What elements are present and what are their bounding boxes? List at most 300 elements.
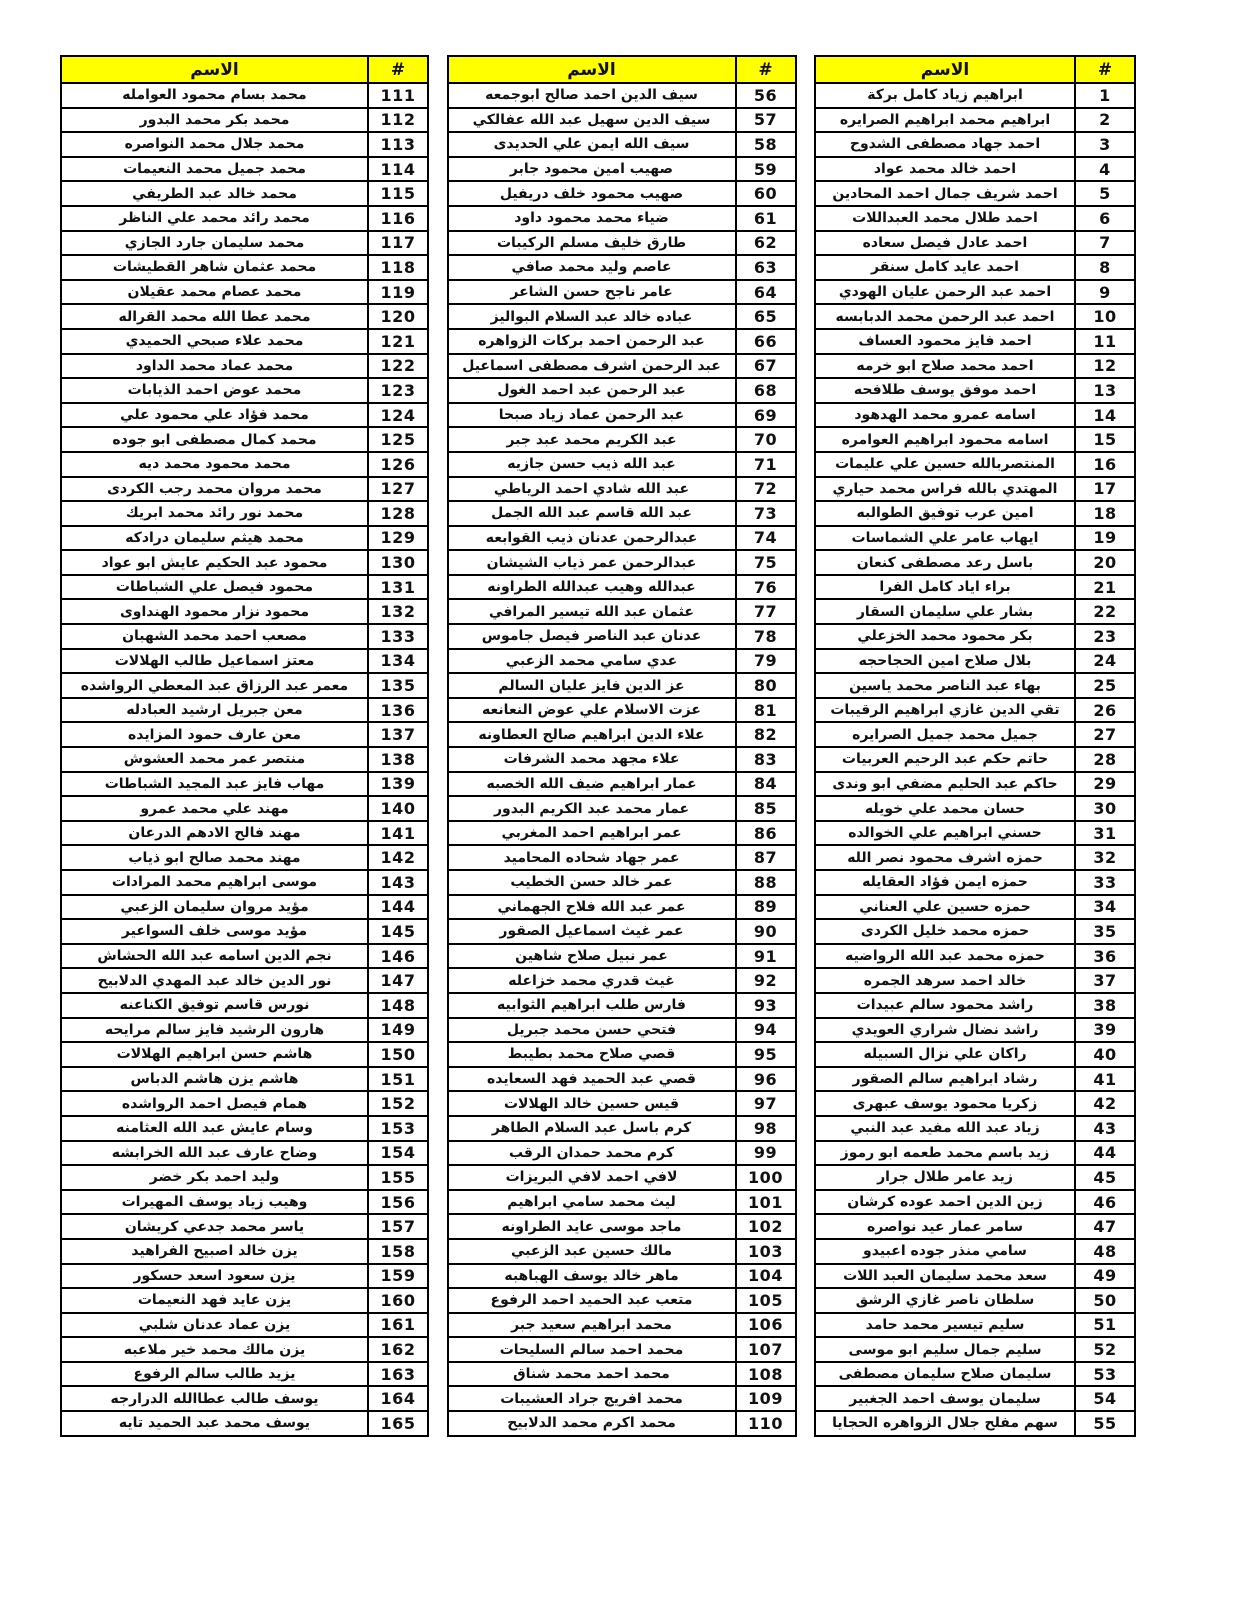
rank-cell: 51 (1075, 1313, 1135, 1338)
table-row (815, 83, 1135, 108)
table-row (815, 108, 1135, 133)
rank-cell: 49 (1075, 1264, 1135, 1289)
table-row (61, 821, 428, 846)
name-cell: عمر عبد الله فلاح الجهماني (448, 895, 736, 920)
rank-cell: 17 (1075, 477, 1135, 502)
name-cell: محمد عطا الله محمد القراله (61, 304, 368, 329)
table-row (448, 1091, 796, 1116)
name-cell: محمد بكر محمد البدور (61, 108, 368, 133)
table-row (448, 526, 796, 551)
table-row (61, 1091, 428, 1116)
rank-cell: 109 (736, 1386, 796, 1411)
name-cell: محمد ابراهيم سعيد جبر (448, 1313, 736, 1338)
name-cell: وهيب زياد يوسف المهيرات (61, 1190, 368, 1215)
table-row (61, 722, 428, 747)
rank-cell: 149 (368, 1018, 428, 1043)
name-cell: زيد باسم محمد طعمه ابو رموز (815, 1141, 1075, 1166)
table-row (448, 1190, 796, 1215)
table-row (815, 255, 1135, 280)
rank-cell: 94 (736, 1018, 796, 1043)
name-cell: عدي سامي محمد الزعبي (448, 649, 736, 674)
name-cell: يزن عايد فهد النعيمات (61, 1288, 368, 1313)
rank-cell: 4 (1075, 157, 1135, 182)
table-row (815, 821, 1135, 846)
rank-cell: 113 (368, 132, 428, 157)
rank-cell: 22 (1075, 599, 1135, 624)
table-row (448, 108, 796, 133)
table-row (448, 1264, 796, 1289)
rank-cell: 14 (1075, 403, 1135, 428)
table-row (448, 452, 796, 477)
name-cell: هاشم يزن هاشم الدباس (61, 1067, 368, 1092)
table-row (61, 1288, 428, 1313)
rank-cell: 54 (1075, 1386, 1135, 1411)
name-cell: يزن مالك محمد خير ملاعبه (61, 1337, 368, 1362)
name-cell: محمد اكرم محمد الدلابيح (448, 1411, 736, 1436)
name-cell: ليث محمد سامي ابراهيم (448, 1190, 736, 1215)
table-row (815, 206, 1135, 231)
table-row (448, 1116, 796, 1141)
table-row (448, 1018, 796, 1043)
table-row (61, 378, 428, 403)
rank-cell: 48 (1075, 1239, 1135, 1264)
name-cell: مهند علي محمد عمرو (61, 796, 368, 821)
name-cell: محمد هيثم سليمان درادكه (61, 526, 368, 551)
table-row (61, 1313, 428, 1338)
table-row (61, 1018, 428, 1043)
name-cell: معمر عبد الرزاق عبد المعطي الرواشده (61, 673, 368, 698)
rank-cell: 150 (368, 1042, 428, 1067)
name-cell: محمد عثمان شاهر القطيشات (61, 255, 368, 280)
table-row (61, 304, 428, 329)
rank-cell: 107 (736, 1337, 796, 1362)
rank-cell: 120 (368, 304, 428, 329)
rank-cell: 58 (736, 132, 796, 157)
table-row (61, 255, 428, 280)
table-row (61, 280, 428, 305)
name-cell: محمد كمال مصطفى ابو جوده (61, 427, 368, 452)
name-cell: محمود فيصل علي الشباطات (61, 575, 368, 600)
name-cell: مالك حسين عبد الزعبي (448, 1239, 736, 1264)
name-cell: نور الدين خالد عبد المهدي الدلابيح (61, 968, 368, 993)
rank-cell: 110 (736, 1411, 796, 1436)
table-row (815, 403, 1135, 428)
name-cell: محمد عوض احمد الذيابات (61, 378, 368, 403)
name-cell: يزن خالد اصبيح الفراهيد (61, 1239, 368, 1264)
name-cell: سليمان يوسف احمد الجغبير (815, 1386, 1075, 1411)
name-cell: يزيد طالب سالم الرفوع (61, 1362, 368, 1387)
table-row (448, 993, 796, 1018)
name-cell: حمزه اشرف محمود نصر الله (815, 845, 1075, 870)
rank-cell: 10 (1075, 304, 1135, 329)
table-row (815, 1362, 1135, 1387)
name-cell: المهتدي بالله فراس محمد حياري (815, 477, 1075, 502)
rank-cell: 161 (368, 1313, 428, 1338)
table-row (448, 501, 796, 526)
table-row (61, 599, 428, 624)
name-cell: عثمان عبد الله تيسير المرافي (448, 599, 736, 624)
table-row (815, 944, 1135, 969)
table-row (448, 206, 796, 231)
table-row (815, 1141, 1135, 1166)
table-row (815, 968, 1135, 993)
rank-cell: 85 (736, 796, 796, 821)
table-row (815, 452, 1135, 477)
table-row (61, 624, 428, 649)
name-cell: عبدالرحمن عدنان ذيب القوابعه (448, 526, 736, 551)
rank-cell: 87 (736, 845, 796, 870)
table-row (61, 919, 428, 944)
table-row (815, 354, 1135, 379)
rank-cell: 56 (736, 83, 796, 108)
name-cell: احمد جهاد مصطفى الشدوح (815, 132, 1075, 157)
table-row (815, 1239, 1135, 1264)
rank-cell: 61 (736, 206, 796, 231)
table-row (448, 1288, 796, 1313)
rank-cell: 13 (1075, 378, 1135, 403)
name-cell: محمد احمد محمد شناق (448, 1362, 736, 1387)
table-row (61, 747, 428, 772)
rank-cell: 37 (1075, 968, 1135, 993)
table-row (815, 796, 1135, 821)
table-row (448, 599, 796, 624)
name-cell: نجم الدين اسامه عبد الله الحشاش (61, 944, 368, 969)
rank-cell: 100 (736, 1165, 796, 1190)
name-cell: عبد الكريم محمد عبد جبر (448, 427, 736, 452)
table-row (815, 304, 1135, 329)
name-cell: محمود عبد الحكيم عايش ابو عواد (61, 550, 368, 575)
table-row (61, 427, 428, 452)
header-row (815, 56, 1135, 83)
name-cell: احمد فايز محمود العساف (815, 329, 1075, 354)
name-cell: عبد الرحمن عماد زياد صبحا (448, 403, 736, 428)
rank-cell: 160 (368, 1288, 428, 1313)
name-cell: احمد خالد محمد عواد (815, 157, 1075, 182)
names-roster (60, 55, 1136, 1437)
table-row (815, 1411, 1135, 1436)
rank-cell: 65 (736, 304, 796, 329)
name-cell: عباده خالد عبد السلام البواليز (448, 304, 736, 329)
rank-cell: 146 (368, 944, 428, 969)
rank-cell: 33 (1075, 870, 1135, 895)
table-row (815, 870, 1135, 895)
header-row (448, 56, 796, 83)
table-row (61, 157, 428, 182)
table-row (61, 477, 428, 502)
rank-cell: 19 (1075, 526, 1135, 551)
column-header-number: # (368, 56, 428, 83)
name-cell: ايهاب عامر علي الشماسات (815, 526, 1075, 551)
name-cell: عمر نبيل صلاح شاهين (448, 944, 736, 969)
name-cell: محمد مروان محمد رجب الكردى (61, 477, 368, 502)
name-cell: احمد عبد الرحمن عليان الهودي (815, 280, 1075, 305)
table-row (61, 1190, 428, 1215)
rank-cell: 27 (1075, 722, 1135, 747)
name-cell: ابراهيم محمد ابراهيم الصرايره (815, 108, 1075, 133)
name-cell: عبد الله قاسم عبد الله الجمل (448, 501, 736, 526)
rank-cell: 132 (368, 599, 428, 624)
name-cell: قيس حسين خالد الهلالات (448, 1091, 736, 1116)
rank-cell: 78 (736, 624, 796, 649)
rank-cell: 135 (368, 673, 428, 698)
rank-cell: 15 (1075, 427, 1135, 452)
roster-column-111-165 (60, 55, 429, 1437)
table-row (815, 698, 1135, 723)
table-row (815, 1091, 1135, 1116)
name-cell: حمزه محمد عبد الله الرواضيه (815, 944, 1075, 969)
roster-column-1-55 (814, 55, 1136, 1437)
name-cell: حسان محمد علي خويله (815, 796, 1075, 821)
name-cell: محمد عماد محمد الداود (61, 354, 368, 379)
rank-cell: 115 (368, 181, 428, 206)
roster-column-56-110 (447, 55, 797, 1437)
rank-cell: 116 (368, 206, 428, 231)
table-row (61, 575, 428, 600)
name-cell: مهند فالح الادهم الدرعان (61, 821, 368, 846)
rank-cell: 6 (1075, 206, 1135, 231)
rank-cell: 136 (368, 698, 428, 723)
rank-cell: 26 (1075, 698, 1135, 723)
table-row (448, 1313, 796, 1338)
rank-cell: 12 (1075, 354, 1135, 379)
name-cell: سليمان صلاح سليمان مصطفى (815, 1362, 1075, 1387)
table-row (61, 501, 428, 526)
table-row (815, 919, 1135, 944)
table-row (448, 845, 796, 870)
rank-cell: 82 (736, 722, 796, 747)
rank-cell: 40 (1075, 1042, 1135, 1067)
table-row (61, 1141, 428, 1166)
rank-cell: 163 (368, 1362, 428, 1387)
rank-cell: 147 (368, 968, 428, 993)
rank-cell: 142 (368, 845, 428, 870)
name-cell: بلال صلاح امين الحجاحجه (815, 649, 1075, 674)
name-cell: زين الدين احمد عوده كرشان (815, 1190, 1075, 1215)
rank-cell: 76 (736, 575, 796, 600)
table-row (815, 477, 1135, 502)
table-row (61, 673, 428, 698)
table-row (448, 1214, 796, 1239)
name-cell: سلطان ناصر غازي الرشق (815, 1288, 1075, 1313)
name-cell: فتحي حسن محمد جبريل (448, 1018, 736, 1043)
table-row (61, 206, 428, 231)
table-row (61, 993, 428, 1018)
rank-cell: 8 (1075, 255, 1135, 280)
name-cell: مؤيد مروان سليمان الزعبي (61, 895, 368, 920)
table-row (815, 1337, 1135, 1362)
name-cell: قصي صلاح محمد بطيبط (448, 1042, 736, 1067)
rank-cell: 32 (1075, 845, 1135, 870)
name-cell: موسى ابراهيم محمد المرادات (61, 870, 368, 895)
rank-cell: 104 (736, 1264, 796, 1289)
table-row (61, 403, 428, 428)
name-cell: جميل محمد جميل الصرايره (815, 722, 1075, 747)
table-row (815, 747, 1135, 772)
table-row (815, 772, 1135, 797)
rank-cell: 102 (736, 1214, 796, 1239)
name-cell: يزن سعود اسعد حسكور (61, 1264, 368, 1289)
name-cell: احمد محمد صلاح ابو خرمه (815, 354, 1075, 379)
rank-cell: 153 (368, 1116, 428, 1141)
table-row (448, 1411, 796, 1436)
rank-cell: 30 (1075, 796, 1135, 821)
rank-cell: 84 (736, 772, 796, 797)
rank-cell: 103 (736, 1239, 796, 1264)
name-cell: احمد عبد الرحمن محمد الدبابسه (815, 304, 1075, 329)
name-cell: مهند محمد صالح ابو ذياب (61, 845, 368, 870)
name-cell: سعد محمد سليمان العبد اللات (815, 1264, 1075, 1289)
rank-cell: 63 (736, 255, 796, 280)
name-cell: كرم محمد حمدان الرقب (448, 1141, 736, 1166)
rank-cell: 21 (1075, 575, 1135, 600)
rank-cell: 2 (1075, 108, 1135, 133)
table-row (448, 1141, 796, 1166)
name-cell: براء اياد كامل الفرا (815, 575, 1075, 600)
name-cell: وسام عايش عبد الله العثامنه (61, 1116, 368, 1141)
table-row (448, 772, 796, 797)
name-cell: صهيب امين محمود جابر (448, 157, 736, 182)
name-cell: هاشم حسن ابراهيم الهلالات (61, 1042, 368, 1067)
rank-cell: 46 (1075, 1190, 1135, 1215)
name-cell: وضاح عارف عبد الله الخرابشه (61, 1141, 368, 1166)
rank-cell: 62 (736, 231, 796, 256)
table-row (815, 1165, 1135, 1190)
name-cell: حمزه ايمن فؤاد العقايله (815, 870, 1075, 895)
name-cell: عبدالرحمن عمر ذياب الشيشان (448, 550, 736, 575)
rank-cell: 137 (368, 722, 428, 747)
table-row (448, 747, 796, 772)
rank-cell: 99 (736, 1141, 796, 1166)
name-cell: احمد طلال محمد العبداللات (815, 206, 1075, 231)
rank-cell: 119 (368, 280, 428, 305)
name-cell: ضياء محمد محمود داود (448, 206, 736, 231)
table-row (448, 403, 796, 428)
rank-cell: 50 (1075, 1288, 1135, 1313)
name-cell: سليم جمال سليم ابو موسى (815, 1337, 1075, 1362)
name-cell: يوسف محمد عبد الحميد تايه (61, 1411, 368, 1436)
name-cell: فارس طلب ابراهيم الثوابيه (448, 993, 736, 1018)
table-row (61, 452, 428, 477)
name-cell: راشد نضال شراري العويدي (815, 1018, 1075, 1043)
table-row (61, 329, 428, 354)
rank-cell: 105 (736, 1288, 796, 1313)
name-cell: كرم باسل عبد السلام الطاهر (448, 1116, 736, 1141)
rank-cell: 114 (368, 157, 428, 182)
table-row (448, 649, 796, 674)
rank-cell: 125 (368, 427, 428, 452)
table-row (448, 919, 796, 944)
rank-cell: 64 (736, 280, 796, 305)
table-row (815, 501, 1135, 526)
name-cell: ياسر محمد جدعي كريشان (61, 1214, 368, 1239)
table-row (61, 108, 428, 133)
rank-cell: 89 (736, 895, 796, 920)
table-row (61, 1165, 428, 1190)
name-cell: راكان علي نزال السبيله (815, 1042, 1075, 1067)
name-cell: مصعب احمد محمد الشهبان (61, 624, 368, 649)
name-cell: عبد الرحمن اشرف مصطفى اسماعيل (448, 354, 736, 379)
rank-cell: 97 (736, 1091, 796, 1116)
name-cell: امين عرب توفيق الطوالبه (815, 501, 1075, 526)
name-cell: عدنان عبد الناصر فيصل جاموس (448, 624, 736, 649)
rank-cell: 106 (736, 1313, 796, 1338)
name-cell: عبد الرحمن عبد احمد الغول (448, 378, 736, 403)
rank-cell: 74 (736, 526, 796, 551)
rank-cell: 75 (736, 550, 796, 575)
rank-cell: 5 (1075, 181, 1135, 206)
rank-cell: 141 (368, 821, 428, 846)
table-row (448, 477, 796, 502)
name-cell: ماجد موسى عايد الطراونه (448, 1214, 736, 1239)
name-cell: سامي منذر جوده اعبيدو (815, 1239, 1075, 1264)
table-row (61, 1411, 428, 1436)
rank-cell: 59 (736, 157, 796, 182)
name-cell: هارون الرشيد فايز سالم مرايحه (61, 1018, 368, 1043)
table-row (448, 157, 796, 182)
name-cell: عمر جهاد شحاده المحاميد (448, 845, 736, 870)
table-row (815, 649, 1135, 674)
table-row (61, 354, 428, 379)
rank-cell: 68 (736, 378, 796, 403)
name-cell: عبد الله ذيب حسن جازيه (448, 452, 736, 477)
table-row (448, 550, 796, 575)
rank-cell: 123 (368, 378, 428, 403)
rank-cell: 140 (368, 796, 428, 821)
rank-cell: 70 (736, 427, 796, 452)
rank-cell: 157 (368, 1214, 428, 1239)
name-cell: قصي عبد الحميد فهد السعايده (448, 1067, 736, 1092)
table-row (448, 280, 796, 305)
column-header-name: الاسم (815, 56, 1075, 83)
rank-cell: 91 (736, 944, 796, 969)
name-cell: منتصر عمر محمد العشوش (61, 747, 368, 772)
table-row (448, 1239, 796, 1264)
table-row (815, 673, 1135, 698)
table-row (815, 1313, 1135, 1338)
name-cell: احمد شريف جمال احمد المحادين (815, 181, 1075, 206)
table-row (815, 1386, 1135, 1411)
table-row (448, 231, 796, 256)
name-cell: مهاب فايز عبد المجيد الشباطات (61, 772, 368, 797)
table-row (815, 722, 1135, 747)
name-cell: مؤيد موسى خلف السواعير (61, 919, 368, 944)
name-cell: احمد عادل فيصل سعاده (815, 231, 1075, 256)
header-row (61, 56, 428, 83)
rank-cell: 67 (736, 354, 796, 379)
rank-cell: 66 (736, 329, 796, 354)
table-row (815, 157, 1135, 182)
table-row (815, 1288, 1135, 1313)
name-cell: بكر محمود محمد الخزعلي (815, 624, 1075, 649)
name-cell: راشد محمود سالم عبيدات (815, 993, 1075, 1018)
rank-cell: 16 (1075, 452, 1135, 477)
rank-cell: 20 (1075, 550, 1135, 575)
name-cell: معن عارف حمود المزايده (61, 722, 368, 747)
table-row (815, 280, 1135, 305)
table-row (448, 354, 796, 379)
name-cell: ابراهيم زياد كامل بركة (815, 83, 1075, 108)
name-cell: همام فيصل احمد الرواشده (61, 1091, 368, 1116)
rank-cell: 77 (736, 599, 796, 624)
table-row (448, 132, 796, 157)
name-cell: محمد محمود محمد ديه (61, 452, 368, 477)
rank-cell: 131 (368, 575, 428, 600)
table-row (448, 181, 796, 206)
table-row (448, 673, 796, 698)
rank-cell: 128 (368, 501, 428, 526)
table-row (815, 526, 1135, 551)
name-cell: سيف الدين احمد صالح ابوجمعه (448, 83, 736, 108)
